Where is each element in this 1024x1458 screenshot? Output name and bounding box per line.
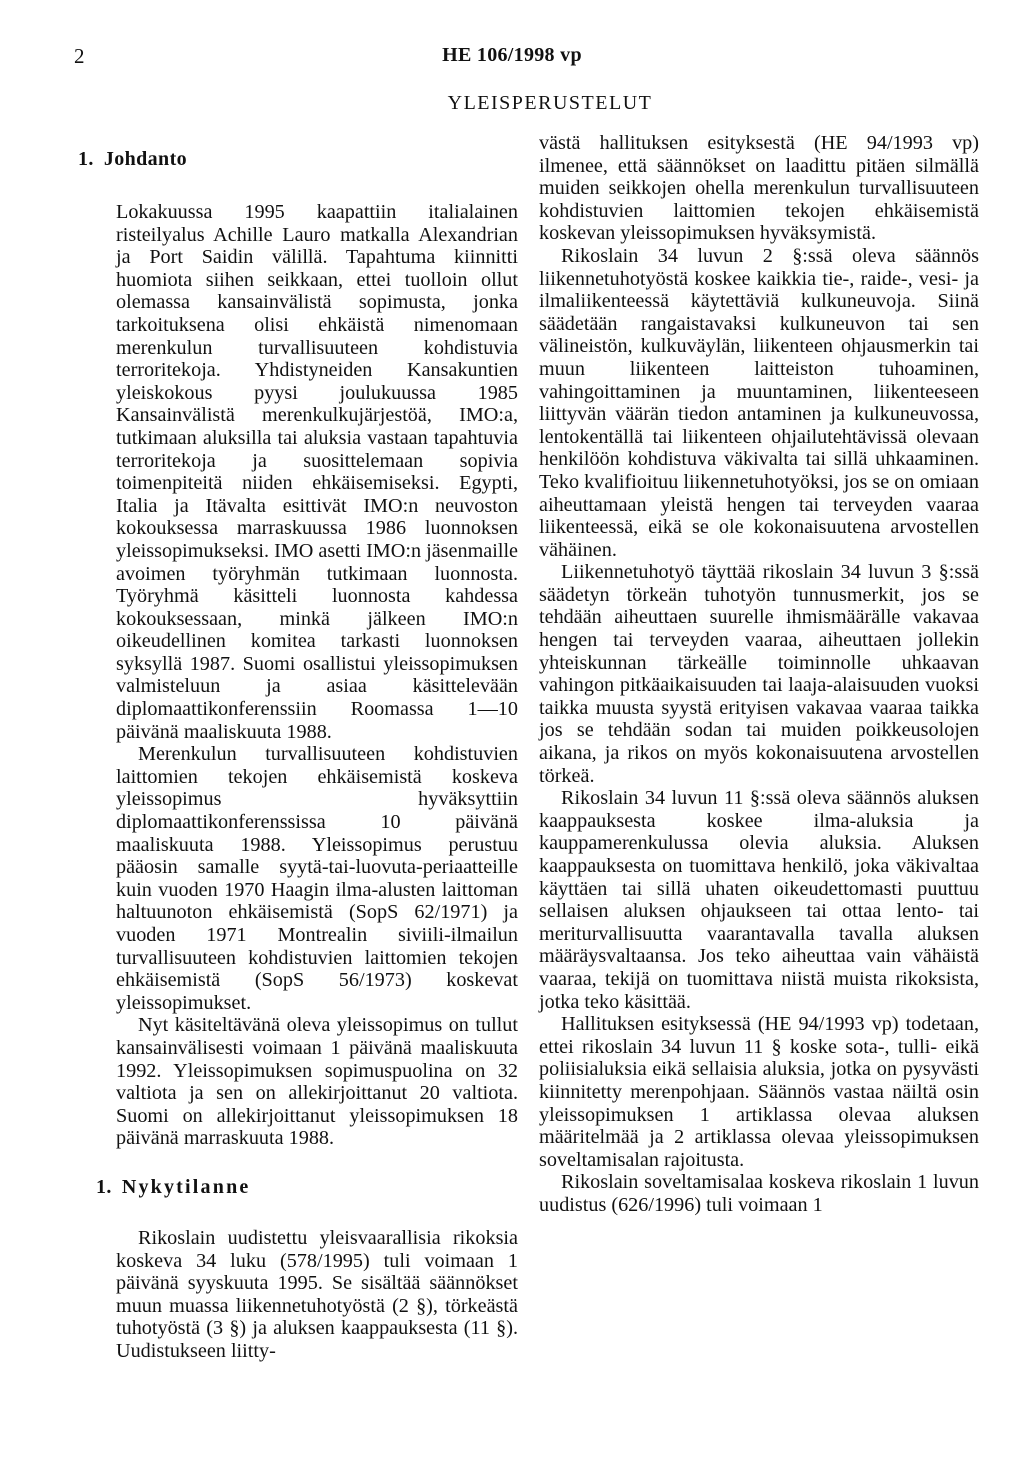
paragraph: Merenkulun turvallisuuteen kohdistuvien laittomien tekojen ehkäisemistä koskeva yleissopimus hyväksyttiin diplomaattikonferenssissa 10 päivänä maaliskuuta 1988. Yleissopimus perustuu pääosin samalle syytä-tai-luovuta-periaatteille kuin vuoden 1970 Haagin ilma-alusten laittoman haltuunoton ehkäisemistä (SopS 62/1971) ja vuoden 1971 Montrealin siviili-ilmailun turvallisuuteen kohdistuvien laittomien tekojen ehkäisemistä (SopS 56/1973) koskevat yleissopimukset. [116, 743, 518, 1014]
paragraph: Rikoslain 34 luvun 2 §:ssä oleva säännös liikennetuhotyöstä koskee kaikkia tie-, raide-, vesi- ja ilmaliikenteessä käytettäviä kulkuneuvoja. Siinä säädetään rangaistavaksi kulkuneuvon tai sen välineistön, kulkuväylän, liikenteen ohjausmerkin tai muun liikenteen laitteiston tuhoaminen, vahingoittaminen ja muuntaminen, liikenteeseen liittyvän väärän tiedon antaminen ja kulkuneuvossa, lentokentällä tai liikenteen ohjailutehtävissä olevaan henkilöön kohdistuva väkivalta tai sillä uhkaaminen. Teko kvalifioituu liikennetuhotyöksi, jos se on omiaan aiheuttamaan yleistä hengen tai terveyden vaaraa liikenteessä, eikä se ole kokonaisuutena arvostellen vähäinen. [539, 244, 979, 561]
heading-title: Nykytilanne [121, 1175, 251, 1198]
heading-title: Johdanto [103, 148, 188, 170]
paragraph: Nyt käsiteltävänä oleva yleissopimus on tullut kansainvälisesti voimaan 1 päivänä maaliskuuta 1992. Yleissopimuksen sopimuspuolina on 32 valtiota ja sen on allekirjoittanut 20 valtiota. Suomi on allekirjoittanut yleissopimuksen 18 päivänä marraskuuta 1988. [116, 1014, 518, 1150]
left-column [78, 128, 519, 1363]
paragraph: Hallituksen esityksessä (HE 94/1993 vp) todetaan, ettei rikoslain 34 luvun 11 § koske sota-, tulli- eikä poliisialuksia eikä sellaisia aluksia, jotka on pysyvästi kiinnitetty merenpohjaan. Säännös vastaa näiltä osin yleissopimuksen 1 artiklassa olevaa aluksen määritelmää ja 2 artiklassa olevaa yleissopimuksen soveltamisalan rajoitusta. [539, 1013, 979, 1171]
heading-number: 1. [96, 1175, 112, 1198]
section-title: YLEISPERUSTELUT [447, 92, 653, 114]
paragraph: västä hallituksen esityksestä (HE 94/1993 vp) ilmenee, että säännökset on laadittu pitäen silmällä muiden seikkojen ohella merenkulun turvallisuuteen kohdistuvien laittomien tekojen ehkäisemistä koskevan yleissopimuksen hyväksymistä. [539, 132, 979, 245]
paragraph: Rikoslain 34 luvun 11 §:ssä oleva säännös aluksen kaappauksesta koskee ilma-aluksia ja kauppamerenkulussa olevia aluksia. Aluksen kaappauksesta on tuomittava henkilö, joka väkivaltaa käyttäen tai sillä uhaten oikeudettomasti puuttuu sellaisen aluksen ohjaukseen tai ottaa lento- tai meriturvallisuutta vaarantavalla tavalla aluksen määräysvaltaansa. Jos teko aiheuttaa vain vähäistä vaaraa, tekijä on tuomittava niistä muista rikoksista, jotka teko käsittää. [539, 787, 979, 1013]
paragraph: Liikennetuhotyö täyttää rikoslain 34 luvun 3 §:ssä säädetyn törkeän tuhotyön tunnusmerkit, jos se tehdään aiheuttaen suurelle ihmismäärälle vakavaa hengen tai terveyden vaaraa, aiheuttaen jollekin yhteiskunnan tärkeälle toiminnolle uhkaavan vahingon pitkäaikaisuuden tai laaja-alaisuuden vuoksi taikka muusta syystä erityisen vakavaa vaaraa taikka jos se tehdään sodan tai muiden poikkeusolojen aikana, ja rikos on myös kokonaisuutena arvostellen törkeä. [539, 561, 979, 787]
heading-johdanto [78, 148, 518, 171]
heading-number: 1. [78, 148, 94, 170]
page-number: 2 [74, 44, 85, 68]
heading-nykytilanne [96, 1176, 518, 1199]
paragraph: Lokakuussa 1995 kaapattiin italialainen risteilyalus Achille Lauro matkalla Alexandrian ja Port Saidin välillä. Tapahtuma kiinnitti huomiota siihen seikkaan, ettei tuolloin ollut olemassa kansainvälistä sopimusta, jonka tarkoituksena olisi ehkäistä nimenomaan merenkulun turvallisuuteen kohdistuvia terroritekoja. Yhdistyneiden Kansakuntien yleiskokous pyysi joulukuussa 1985 Kansainvälistä merenkulkujärjestöä, IMO:a, tutkimaan aluksilla tai aluksia vastaan tapahtuvia terroritekoja ja suosittelemaan sopivia toimenpiteitä niiden ehkäisemiseksi. Egypti, Italia ja Itävalta esittivät IMO:n neuvoston kokouksessa marraskuussa 1986 luonnoksen yleissopimukseksi. IMO asetti IMO:n jäsenmaille avoimen työryhmän tutkimaan luonnosta. Työryhmä käsitteli luonnosta kahdessa kokouksessaan, minkä jälkeen IMO:n oikeudellinen komitea tarkasti luonnoksen syksyllä 1987. Suomi osallistui yleissopimuksen valmisteluun ja asiaa käsittelevään diplomaattikonferenssiin Roomassa 1—10 päivänä maaliskuuta 1988. [116, 201, 519, 743]
paragraph: Rikoslain uudistettu yleisvaarallisia rikoksia koskeva 34 luku (578/1995) tuli voimaan 1 päivänä syyskuuta 1995. Se sisältää säännökset muun muassa liikennetuhotyöstä (2 §), törkeästä tuhotyöstä (3 §) ja aluksen kaappauksesta (11 §). Uudistukseen liitty- [116, 1226, 518, 1362]
paragraph: Rikoslain soveltamisalaa koskeva rikoslain 1 luvun uudistus (626/1996) tuli voimaan 1 [539, 1171, 979, 1216]
right-column [539, 132, 979, 1217]
document-id: HE 106/1998 vp [442, 44, 582, 66]
